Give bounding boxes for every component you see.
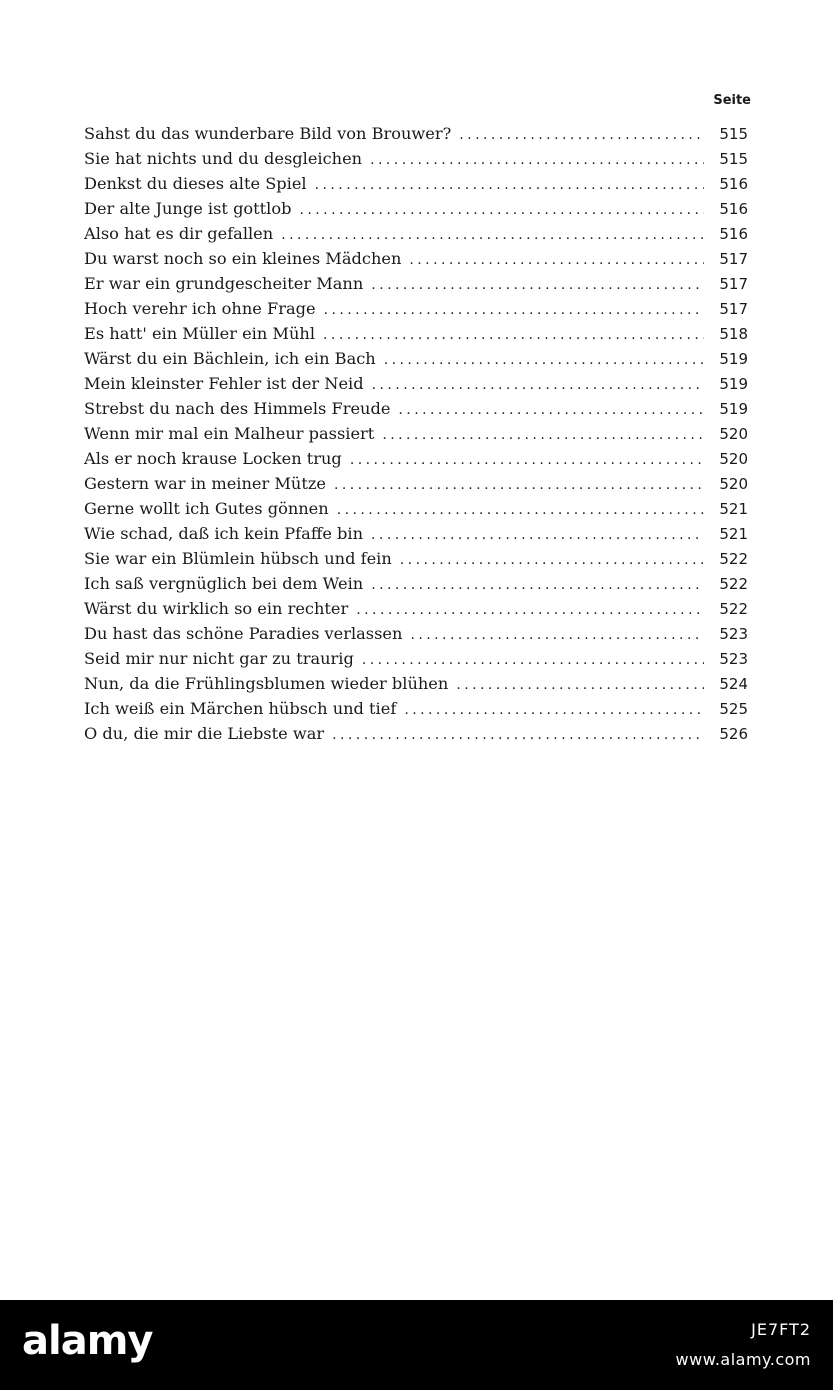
dot-leader: [362, 648, 704, 673]
toc-entry-page: 520: [719, 425, 748, 443]
page-column-heading: Seite: [713, 93, 751, 108]
toc-entry-page: 520: [719, 475, 748, 493]
toc-entry-title: Seid mir nur nicht gar zu traurig: [84, 649, 354, 668]
dot-leader: [324, 298, 704, 323]
dot-leader: [371, 573, 704, 598]
toc-entry-page: 518: [719, 325, 748, 343]
toc-entry-page: 525: [719, 700, 748, 718]
table-of-contents: [84, 121, 748, 746]
dot-leader: [372, 373, 704, 398]
toc-entry-page: 522: [719, 600, 748, 618]
toc-entry: [84, 421, 748, 446]
toc-entry-page: 515: [719, 125, 748, 143]
dot-leader: [456, 673, 704, 698]
toc-entry: [84, 496, 748, 521]
toc-entry-page: 519: [719, 350, 748, 368]
toc-entry: [84, 171, 748, 196]
toc-entry-page: 521: [719, 525, 748, 543]
toc-entry-title: Wärst du ein Bächlein, ich ein Bach: [84, 349, 376, 368]
toc-entry: [84, 596, 748, 621]
toc-entry-page: 517: [719, 250, 748, 268]
toc-entry: [84, 221, 748, 246]
toc-entry-title: Sie war ein Blümlein hübsch und fein: [84, 549, 392, 568]
toc-entry-title: Wie schad, daß ich kein Pfaffe bin: [84, 524, 364, 543]
watermark-banner: [0, 1300, 833, 1390]
dot-leader: [356, 598, 704, 623]
toc-entry-page: 523: [719, 625, 748, 643]
toc-entry-page: 516: [719, 225, 748, 243]
toc-entry: [84, 621, 748, 646]
toc-entry: [84, 196, 748, 221]
dot-leader: [370, 148, 704, 173]
toc-entry-page: 520: [719, 450, 748, 468]
alamy-logo: alamy: [22, 1318, 153, 1364]
toc-entry-page: 515: [719, 150, 748, 168]
toc-entry: [84, 321, 748, 346]
dot-leader: [371, 523, 704, 548]
toc-entry: [84, 696, 748, 721]
dot-leader: [332, 723, 704, 748]
toc-entry-title: Denkst du dieses alte Spiel: [84, 174, 307, 193]
dot-leader: [459, 123, 704, 148]
toc-entry-title: Gerne wollt ich Gutes gönnen: [84, 499, 329, 518]
toc-entry-title: Nun, da die Frühlingsblumen wieder blühen: [84, 674, 449, 693]
toc-entry: [84, 671, 748, 696]
toc-entry-title: Ich saß vergnüglich bei dem Wein: [84, 574, 364, 593]
dot-leader: [315, 173, 704, 198]
dot-leader: [410, 623, 704, 648]
toc-entry-title: Du hast das schöne Paradies verlassen: [84, 624, 403, 643]
toc-entry-page: 526: [719, 725, 748, 743]
toc-entry-page: 521: [719, 500, 748, 518]
toc-entry-page: 522: [719, 550, 748, 568]
toc-entry: [84, 121, 748, 146]
toc-entry: [84, 571, 748, 596]
toc-entry: [84, 546, 748, 571]
toc-entry-title: Er war ein grundgescheiter Mann: [84, 274, 364, 293]
toc-entry: [84, 446, 748, 471]
dot-leader: [299, 198, 704, 223]
toc-entry-title: Also hat es dir gefallen: [84, 224, 274, 243]
toc-entry-title: Mein kleinster Fehler ist der Neid: [84, 374, 364, 393]
toc-entry-title: Wenn mir mal ein Malheur passiert: [84, 424, 375, 443]
dot-leader: [398, 398, 704, 423]
dot-leader: [350, 448, 704, 473]
toc-entry-title: O du, die mir die Liebste war: [84, 724, 325, 743]
toc-entry-title: Wärst du wirklich so ein rechter: [84, 599, 349, 618]
toc-entry-title: Ich weiß ein Märchen hübsch und tief: [84, 699, 397, 718]
dot-leader: [382, 423, 704, 448]
site-url: www.alamy.com: [675, 1350, 811, 1369]
toc-entry-title: Der alte Junge ist gottlob: [84, 199, 292, 218]
toc-entry: [84, 721, 748, 746]
toc-entry-title: Hoch verehr ich ohne Frage: [84, 299, 316, 318]
toc-entry-page: 517: [719, 300, 748, 318]
dot-leader: [334, 473, 704, 498]
toc-entry: [84, 246, 748, 271]
toc-entry-page: 522: [719, 575, 748, 593]
toc-entry-title: Es hatt' ein Müller ein Mühl: [84, 324, 316, 343]
toc-entry-title: Sahst du das wunderbare Bild von Brouwer?: [84, 124, 452, 143]
toc-entry-page: 519: [719, 400, 748, 418]
image-id: JE7FT2: [751, 1320, 811, 1339]
toc-entry: [84, 471, 748, 496]
toc-entry-title: Strebst du nach des Himmels Freude: [84, 399, 391, 418]
toc-entry-page: 517: [719, 275, 748, 293]
toc-entry: [84, 396, 748, 421]
dot-leader: [281, 223, 704, 248]
dot-leader: [323, 323, 704, 348]
toc-entry-page: 519: [719, 375, 748, 393]
toc-entry-page: 516: [719, 200, 748, 218]
toc-entry-page: 523: [719, 650, 748, 668]
toc-entry-page: 516: [719, 175, 748, 193]
dot-leader: [404, 698, 704, 723]
toc-entry: [84, 271, 748, 296]
toc-entry-title: Du warst noch so ein kleines Mädchen: [84, 249, 402, 268]
toc-entry: [84, 521, 748, 546]
dot-leader: [337, 498, 704, 523]
toc-entry-title: Gestern war in meiner Mütze: [84, 474, 326, 493]
dot-leader: [384, 348, 704, 373]
toc-entry: [84, 296, 748, 321]
toc-entry: [84, 646, 748, 671]
dot-leader: [409, 248, 704, 273]
dot-leader: [371, 273, 704, 298]
toc-entry-title: Als er noch krause Locken trug: [84, 449, 342, 468]
toc-entry: [84, 146, 748, 171]
toc-entry-title: Sie hat nichts und du desgleichen: [84, 149, 363, 168]
toc-entry-page: 524: [719, 675, 748, 693]
dot-leader: [400, 548, 704, 573]
toc-entry: [84, 346, 748, 371]
toc-entry: [84, 371, 748, 396]
